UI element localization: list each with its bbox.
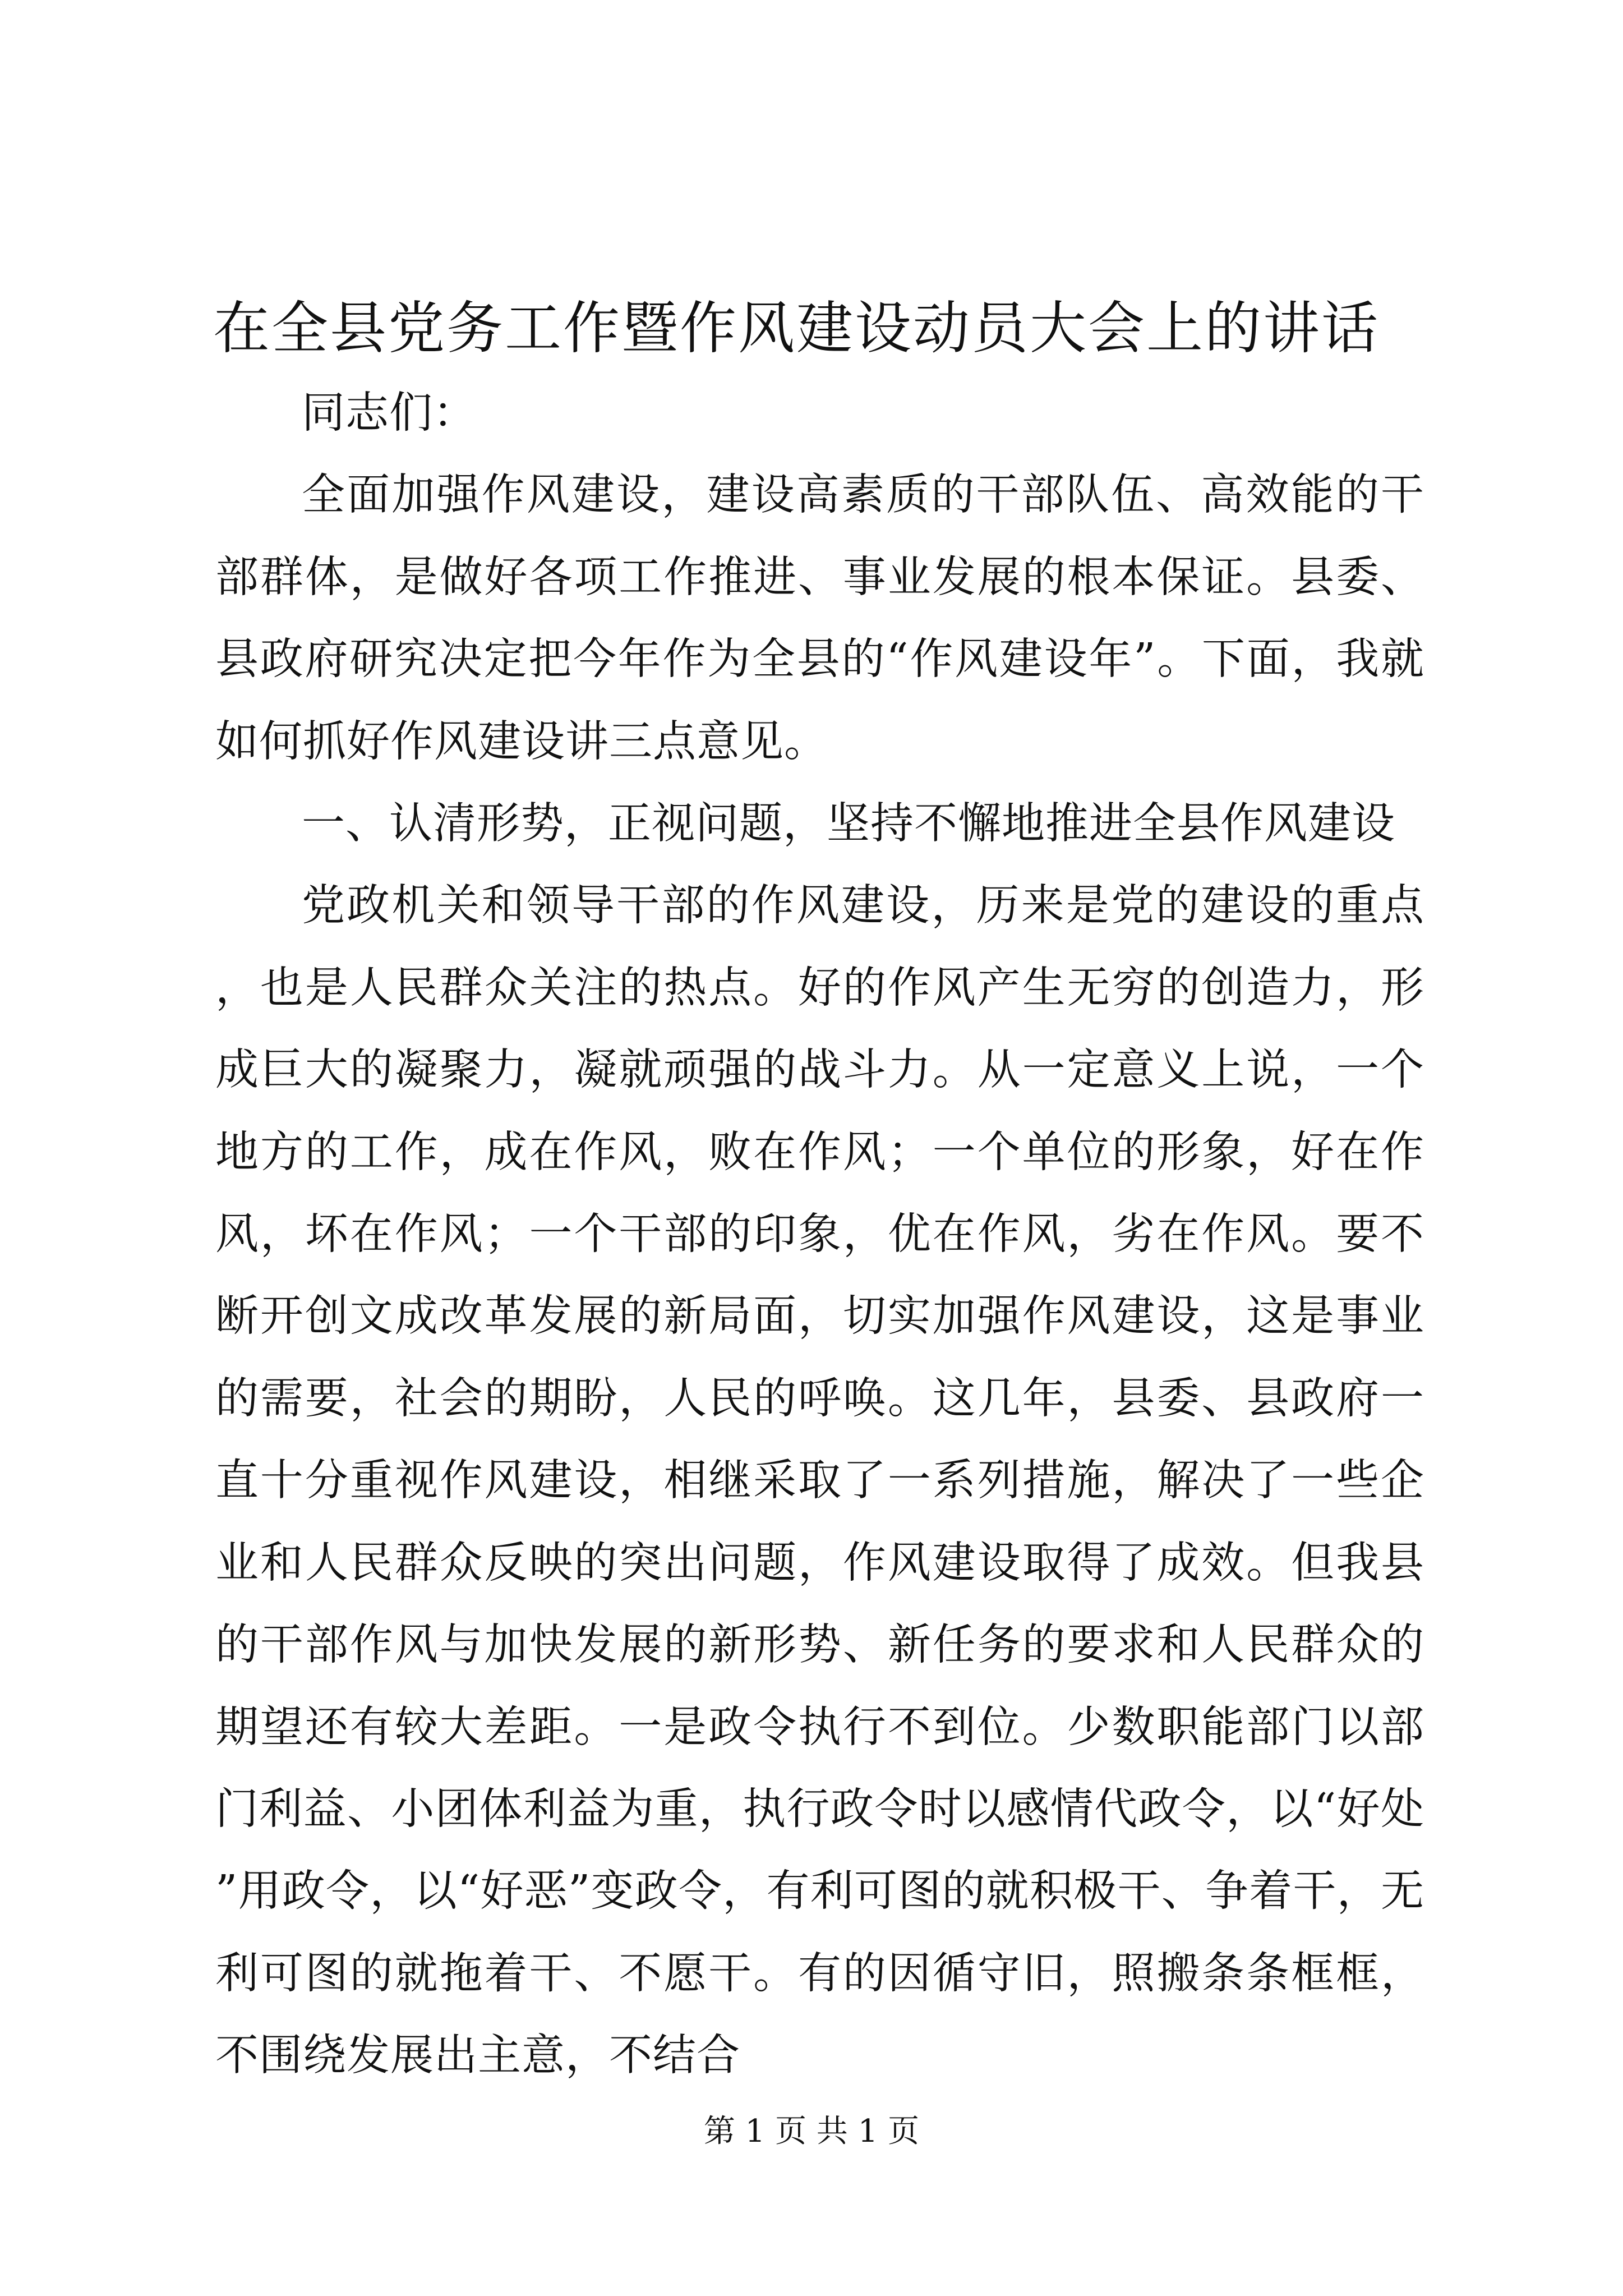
paragraph-section-1: 党政机关和领导干部的作风建设，历来是党的建设的重点，也是人民群众关注的热点。好的作风产生无穷的创造力，形成巨大的凝聚力，凝就顽强的战斗力。从一定意义上说，一个地方的工作，成在作风，败在作风；一个单位的形象，好在作风，坏在作风；一个干部的印象，优在作风，劣在作风。要不断开创文成改革发展的新局面，切实加强作风建设，这是事业的需要，社会的期盼，人民的呼唤。这几年，县委、县政府一直十分重视作风建设，相继采取了一系列措施，解决了一些企业和人民群众反映的突出问题，作风建设取得了成效。但我县的干部作风与加快发展的新形势、新任务的要求和人民群众的期望还有较大差距。一是政令执行不到位。少数职能部门以部门利益、小团体利益为重，执行政令时以感情代政令，以“好处”用政令，以“好恶”变政令，有利可图的就积极干、争着干，无利可图的就拖着干、不愿干。有的因循守旧，照搬条条框框，不围绕发展出主意，不结合 [215,881,1424,2081]
section-heading-1: 一、认清形势，正视问题，坚持不懈地推进全县作风建设 [302,799,1395,849]
document-body [215,372,1424,2097]
page-number: 第 1 页 共 1 页 [703,2113,920,2150]
document-title: 在全县党务工作暨作风建设动员大会上的讲话 [213,295,1380,361]
paragraph-intro: 全面加强作风建设，建设高素质的干部队伍、高效能的干部群体，是做好各项工作推进、事业发展的根本保证。县委、县政府研究决定把今年作为全县的“作风建设年”。下面，我就如何抓好作风建设讲三点意见。 [215,470,1424,767]
salutation: 同志们： [302,388,477,438]
page-footer [0,2109,1623,2154]
